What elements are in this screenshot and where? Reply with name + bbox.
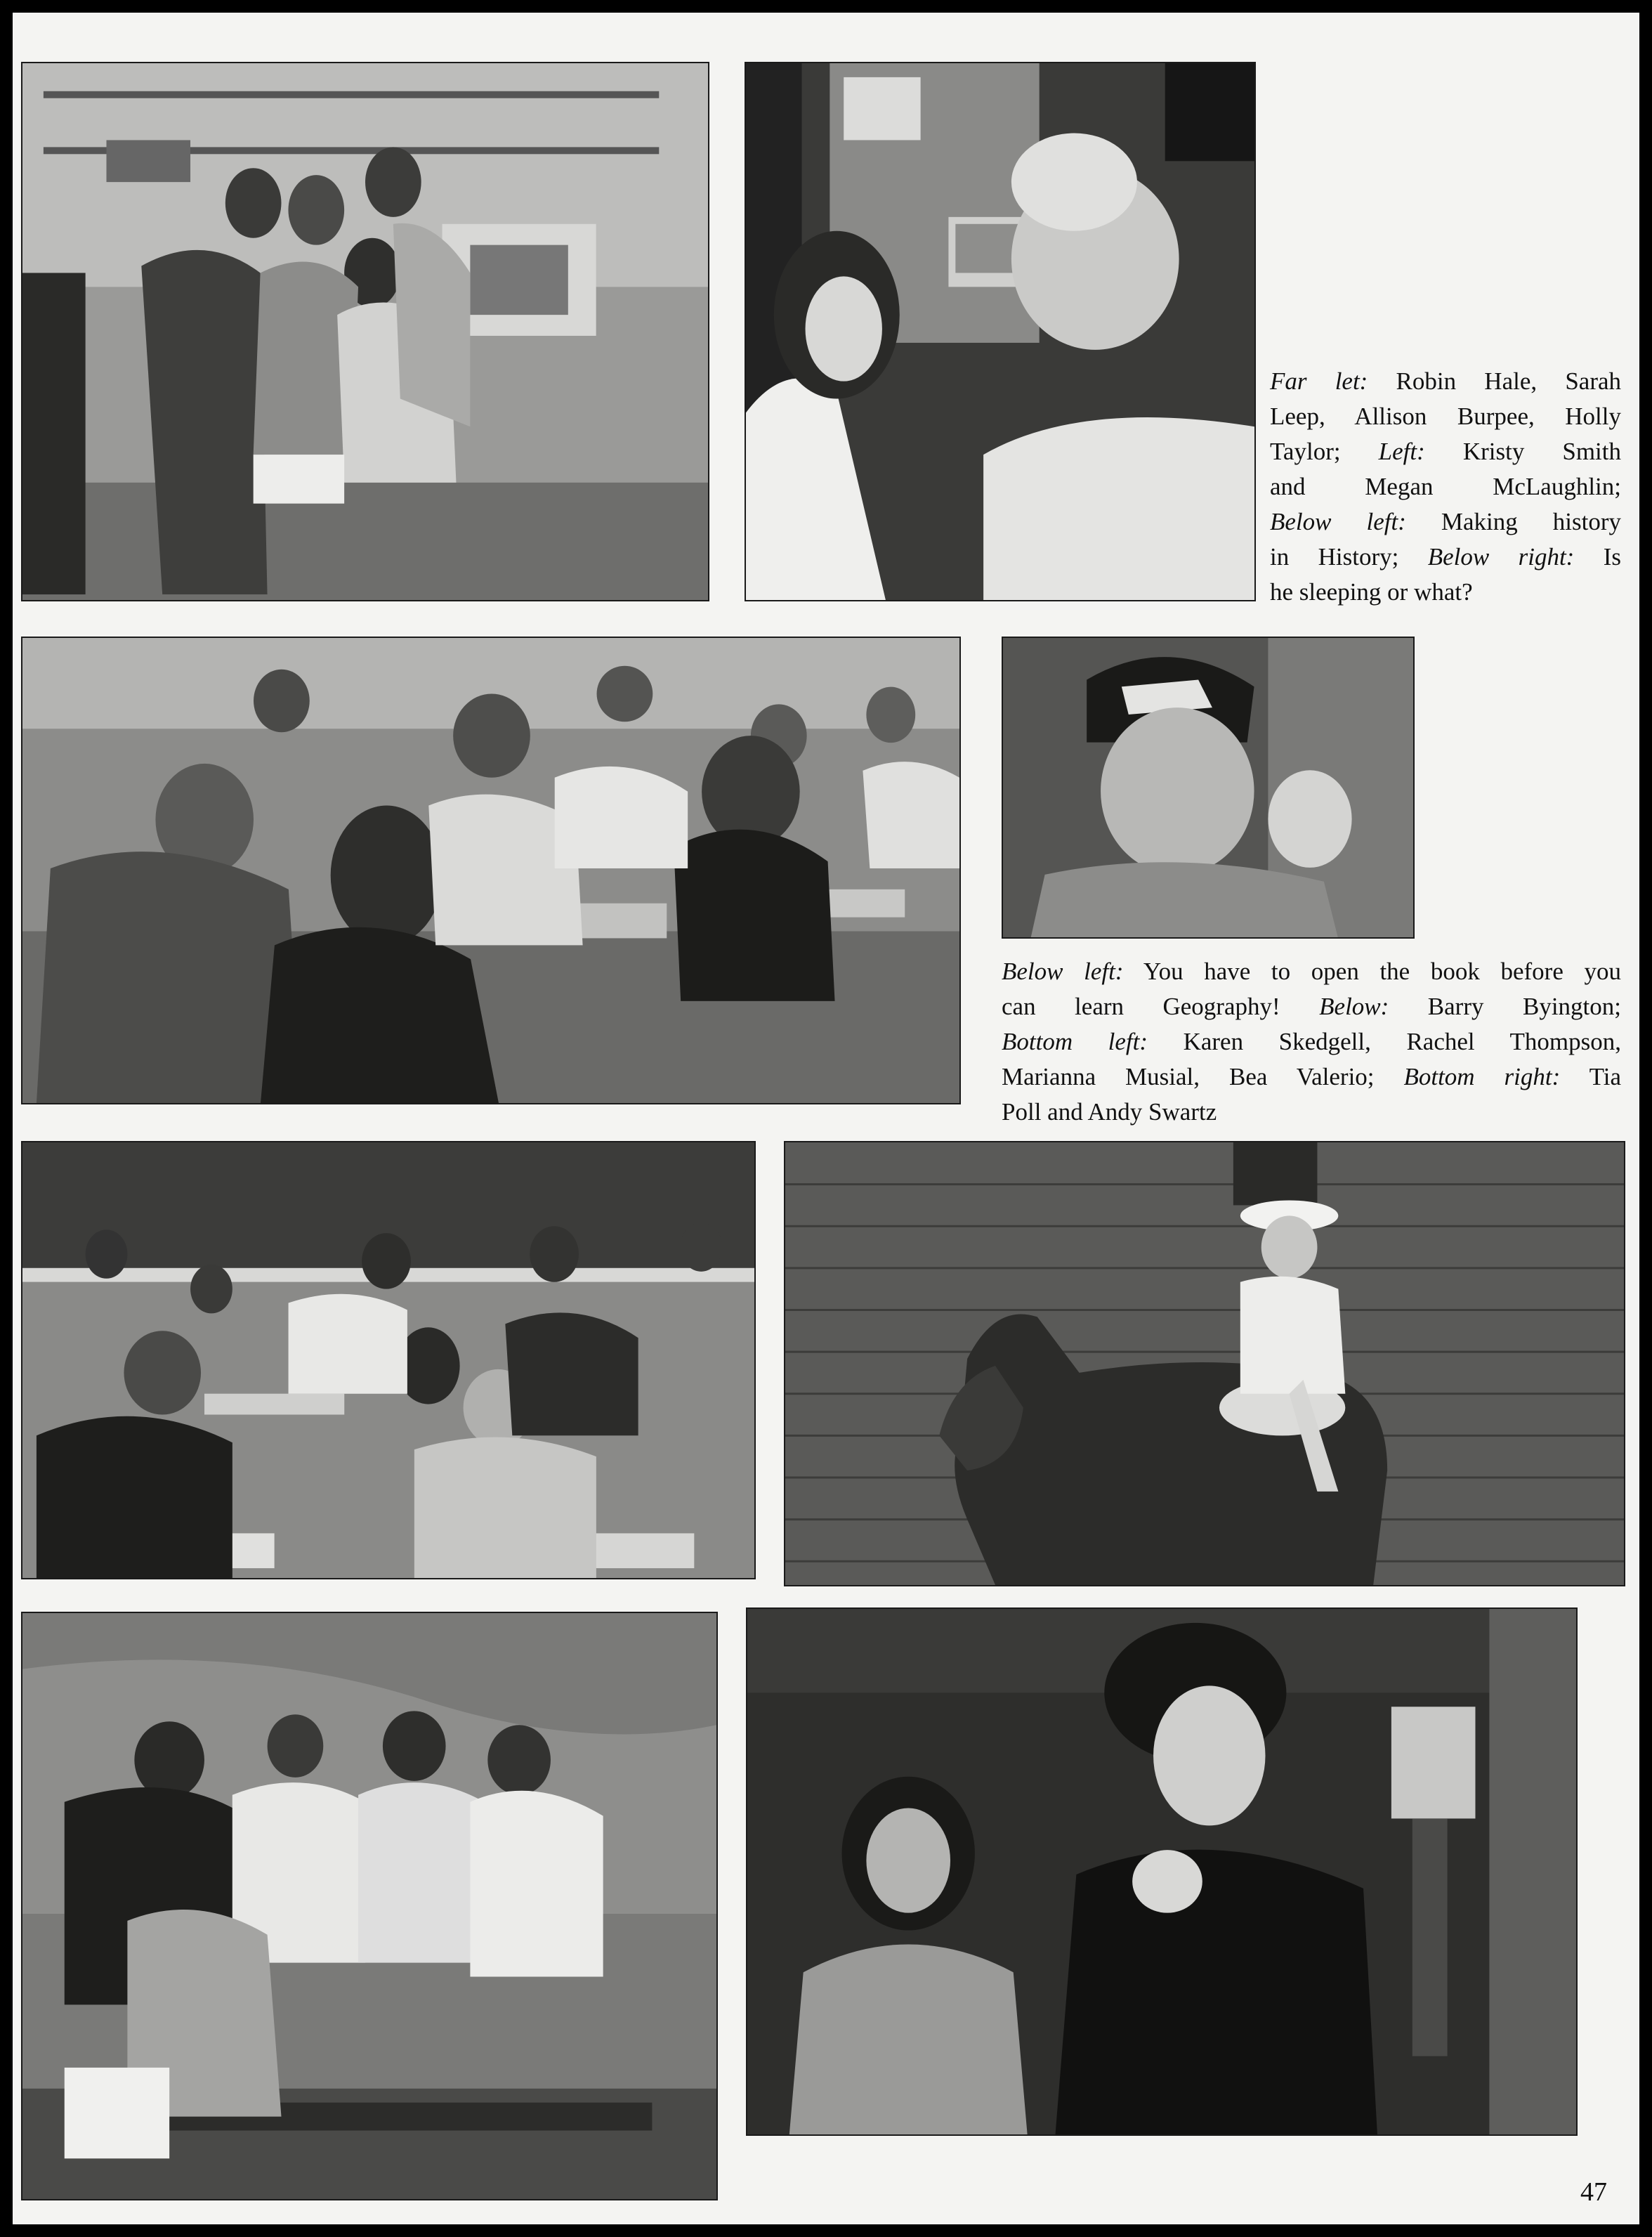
caption-top-line-6: in History; Below right: Is bbox=[1270, 543, 1621, 570]
caption-middle-line-4: Marianna Musial, Bea Valerio; Bottom right: Tia bbox=[1002, 1063, 1621, 1090]
yearbook-page bbox=[13, 13, 1639, 2224]
caption-top-line-2: Leep, Allison Burpee, Holly bbox=[1270, 403, 1621, 430]
photo-group-bench bbox=[21, 1612, 718, 2200]
photo-history-class bbox=[21, 637, 961, 1104]
caption-top-line-5: Below left: Making history bbox=[1270, 508, 1621, 535]
caption-middle bbox=[1002, 954, 1621, 1130]
caption-middle-line-1: Below left: You have to open the book before you bbox=[1002, 958, 1621, 985]
photo-stage-couple bbox=[746, 1607, 1578, 2136]
caption-top-line-4: and Megan McLaughlin; bbox=[1270, 473, 1621, 500]
photo-horse-rider bbox=[784, 1141, 1625, 1586]
photo-boy-cap bbox=[1002, 637, 1415, 939]
caption-top-line-1: Far let: Robin Hale, Sarah bbox=[1270, 367, 1622, 395]
caption-middle-line-5: Poll and Andy Swartz bbox=[1002, 1098, 1217, 1126]
caption-middle-line-2: can learn Geography! Below: Barry Byington; bbox=[1002, 993, 1621, 1020]
photo-four-girls-classroom bbox=[21, 62, 709, 601]
photo-geography-class bbox=[21, 1141, 756, 1579]
photo-two-girls-computer-lab bbox=[745, 62, 1256, 601]
caption-middle-line-3: Bottom left: Karen Skedgell, Rachel Thompson, bbox=[1002, 1028, 1622, 1055]
caption-top bbox=[1270, 364, 1621, 610]
caption-top-line-3: Taylor; Left: Kristy Smith bbox=[1270, 438, 1622, 465]
caption-top-line-7: he sleeping or what? bbox=[1270, 578, 1473, 606]
page-number: 47 bbox=[1580, 2177, 1607, 2207]
